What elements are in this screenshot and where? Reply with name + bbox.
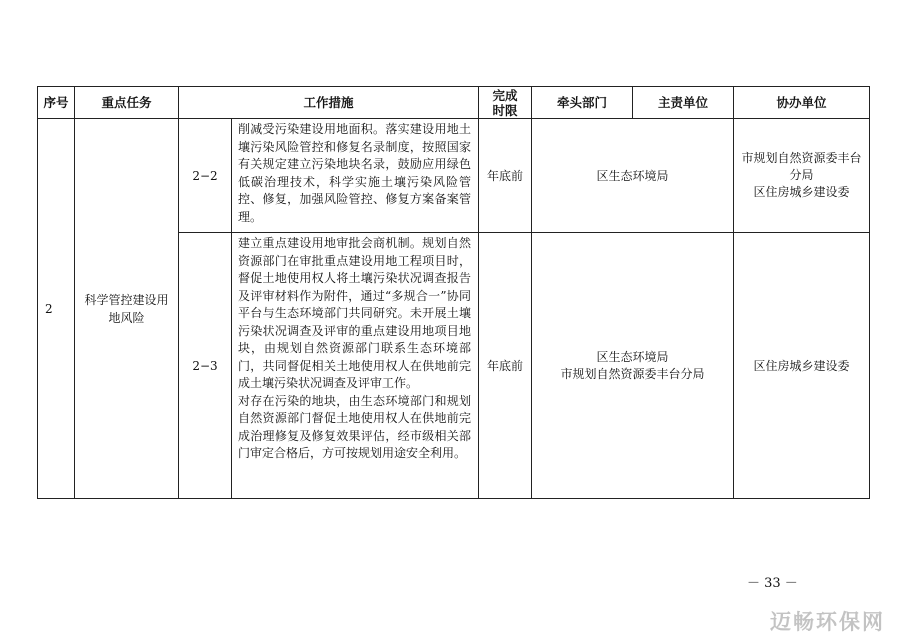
measure-paragraph: 对存在污染的地块，由生态环境部门和规划自然资源部门督促土地使用权人在供地前完成治理修复及修复效果评估，经市级相关部门审定合格后，方可按规划用途安全利用。 xyxy=(238,393,472,460)
header-lead-dept: 牵头部门 xyxy=(532,87,633,119)
watermark: 迈畅环保网 xyxy=(770,610,885,634)
item-lead xyxy=(532,233,734,499)
table-row-2-2 xyxy=(38,119,870,233)
measure-paragraph: 建立重点建设用地审批会商机制。规划自然资源部门在审批重点建设用地工程项目时，督促土地使用权人将土壤污染状况调查报告及评审材料作为附件，通过“多规合一”协同平台与生态环境部门共同研究。未开展土壤污染状况调查及评审的重点建设用地项目地块，由规划自然资源部门联系生态环境部门，共同督促相关土地使用权人在供地前完成土壤污染状况调查及评审工作。 xyxy=(238,236,472,390)
item-deadline: 年底前 xyxy=(479,233,532,499)
header-main-unit: 主责单位 xyxy=(633,87,734,119)
item-code: 2−2 xyxy=(179,119,232,233)
row-seq: 2 xyxy=(38,119,75,499)
lead-line: 市规划自然资源委丰台分局 xyxy=(560,366,705,381)
item-measures xyxy=(232,119,479,233)
measure-paragraph: 削减受污染建设用地面积。落实建设用地土壤污染风险管控和修复名录制度，按照国家有关规定建立污染地块名录，鼓励应用绿色低碳治理技术，科学实施土壤污染风险管控、修复，加强风险管控、修复方案备案管理。 xyxy=(238,122,472,224)
header-seq: 序号 xyxy=(38,87,75,119)
assist-line: 分局 xyxy=(789,168,814,182)
item-assist xyxy=(734,119,870,233)
assist-line: 区住房城乡建设委 xyxy=(753,185,850,199)
item-lead xyxy=(532,119,734,233)
item-measures xyxy=(232,233,479,499)
item-deadline: 年底前 xyxy=(479,119,532,233)
row-task: 科学管控建设用地风险 xyxy=(75,119,179,499)
header-deadline-line2: 时限 xyxy=(492,102,518,118)
lead-line: 区生态环境局 xyxy=(596,349,669,364)
assist-line: 市规划自然资源委丰台 xyxy=(741,151,862,165)
header-task: 重点任务 xyxy=(75,87,179,119)
header-deadline xyxy=(479,87,532,119)
header-row xyxy=(38,87,870,119)
page-number: － 33 － xyxy=(747,576,798,591)
item-assist xyxy=(734,233,870,499)
measures-table xyxy=(37,86,870,499)
assist-line: 区住房城乡建设委 xyxy=(753,359,850,373)
header-assist-unit: 协办单位 xyxy=(734,87,870,119)
header-measures: 工作措施 xyxy=(179,87,479,119)
header-deadline-line1: 完成 xyxy=(492,87,518,103)
item-code: 2−3 xyxy=(179,233,232,499)
lead-line: 区生态环境局 xyxy=(596,169,669,183)
